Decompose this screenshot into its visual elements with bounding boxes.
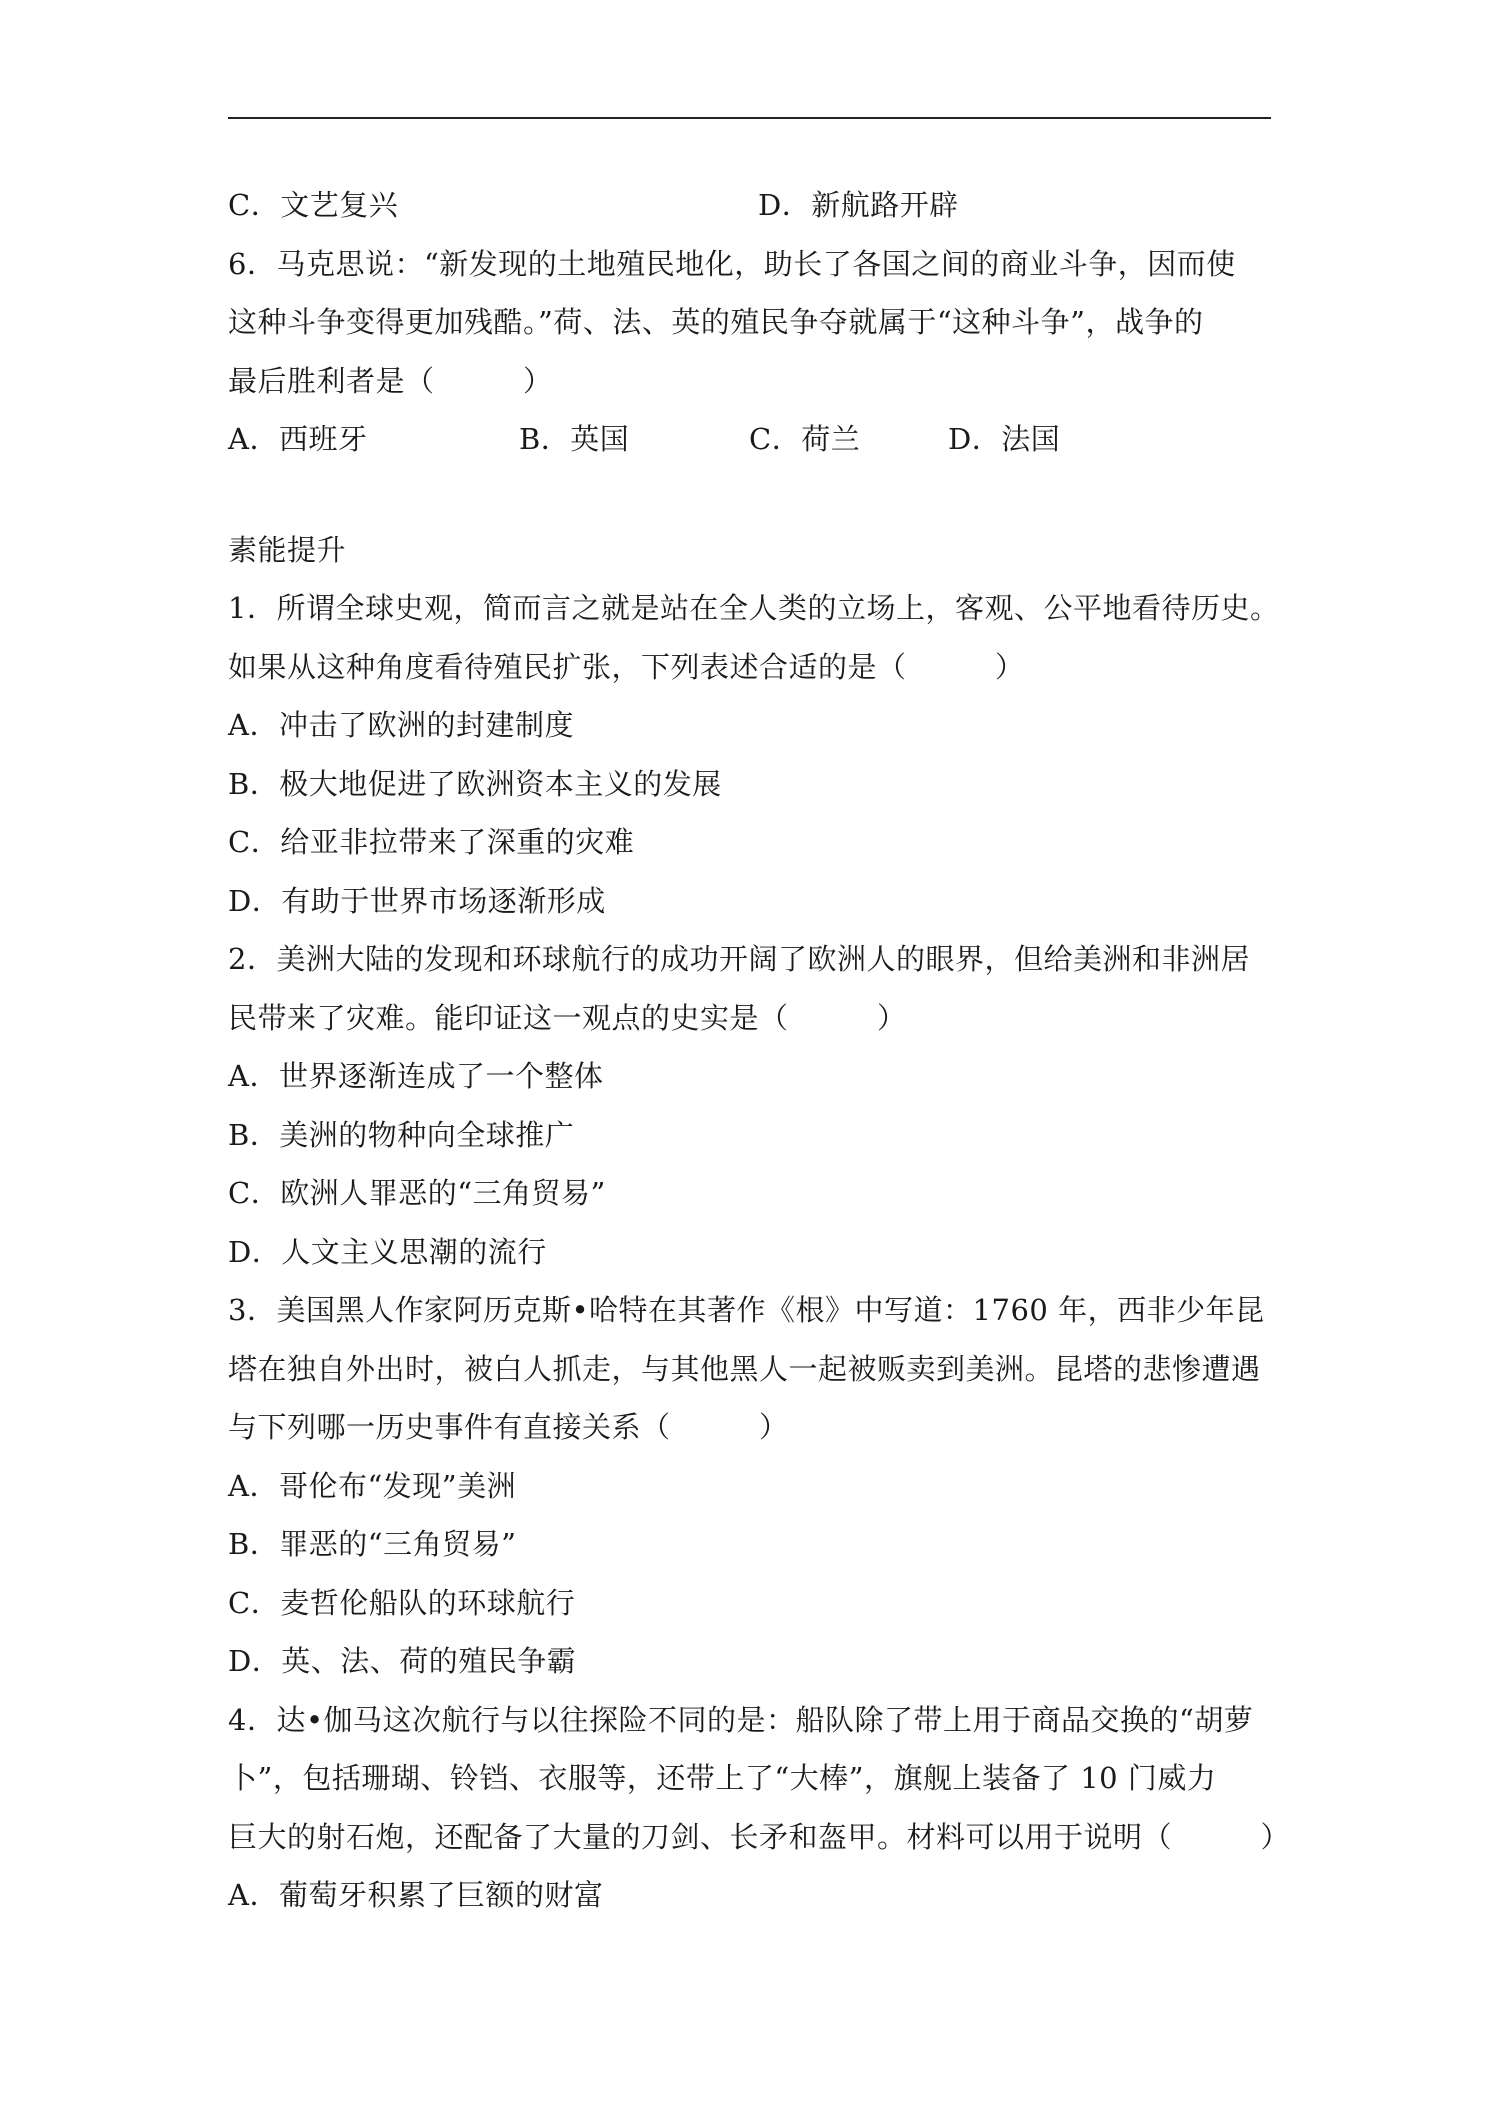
question-text-line: 塔在独自外出时，被白人抓走，与其他黑人一起被贩卖到美洲。昆塔的悲惨遭遇 [228,1351,1261,1386]
question-text-line: 最后胜利者是（ ） [228,363,553,398]
option-a: A．冲击了欧洲的封建制度 [228,708,574,742]
option-c: C．荷兰 [749,422,861,456]
option-d: D．新航路开辟 [758,188,959,222]
question-text-line: 卜”，包括珊瑚、铃铛、衣服等，还带上了“大棒”，旗舰上装备了 10 门威力 [228,1761,1217,1795]
option-b: B．美洲的物种向全球推广 [228,1117,575,1152]
header-rule [228,117,1271,119]
question-text-line: 3．美国黑人作家阿历克斯•哈特在其著作《根》中写道：1760 年，西非少年昆 [228,1293,1265,1327]
question-text-line: 与下列哪一历史事件有直接关系（ ） [228,1410,789,1444]
option-b: B．罪恶的“三角贸易” [228,1527,517,1561]
option-d: D．有助于世界市场逐渐形成 [228,883,606,918]
option-c: C．麦哲伦船队的环球航行 [228,1585,576,1620]
question-6-options [228,410,1273,469]
option-a: A．哥伦布“发现”美洲 [228,1468,517,1503]
section-spacer [228,469,1273,521]
page-content [228,176,1291,1925]
section-title: 素能提升 [228,532,347,567]
option-c: C．文艺复兴 [228,188,399,222]
option-a: A．西班牙 [228,422,368,456]
option-b: B．极大地促进了欧洲资本主义的发展 [228,766,722,801]
question-4 [228,1691,1291,1925]
question-text-line: 2．美洲大陆的发现和环球航行的成功开阔了欧洲人的眼界，但给美洲和非洲居 [228,942,1250,976]
option-b: B．英国 [519,422,630,456]
option-d: D．法国 [948,422,1061,456]
question-text-line: 这种斗争变得更加残酷。”荷、法、英的殖民争夺就属于“这种斗争”，战争的 [228,305,1204,339]
question-text-line: 民带来了灾难。能印证这一观点的史实是（ ） [228,1000,907,1035]
question-text-line: 4．达•伽马这次航行与以往探险不同的是：船队除了带上用于商品交换的“胡萝 [228,1702,1254,1737]
question-text-line: 如果从这种角度看待殖民扩张，下列表述合适的是（ ） [228,649,1025,684]
option-d: D．英、法、荷的殖民争霸 [228,1644,577,1678]
question-text-line: 1．所谓全球史观，简而言之就是站在全人类的立场上，客观、公平地看待历史。 [228,591,1280,625]
question-1 [228,579,1280,930]
question-3 [228,1281,1273,1691]
question-2 [228,930,1273,1281]
prev-question-options [228,176,1273,235]
option-a: A．世界逐渐连成了一个整体 [228,1059,604,1093]
option-d: D．人文主义思潮的流行 [228,1234,547,1269]
option-c: C．给亚非拉带来了深重的灾难 [228,825,635,859]
option-c: C．欧洲人罪恶的“三角贸易” [228,1176,606,1210]
question-6 [228,235,1273,469]
option-a: A．葡萄牙积累了巨额的财富 [228,1878,604,1912]
question-text-line: 巨大的射石炮，还配备了大量的刀剑、长矛和盔甲。材料可以用于说明（ ） [228,1819,1291,1854]
question-text-line: 6．马克思说：“新发现的土地殖民地化，助长了各国之间的商业斗争，因而使 [228,246,1236,281]
